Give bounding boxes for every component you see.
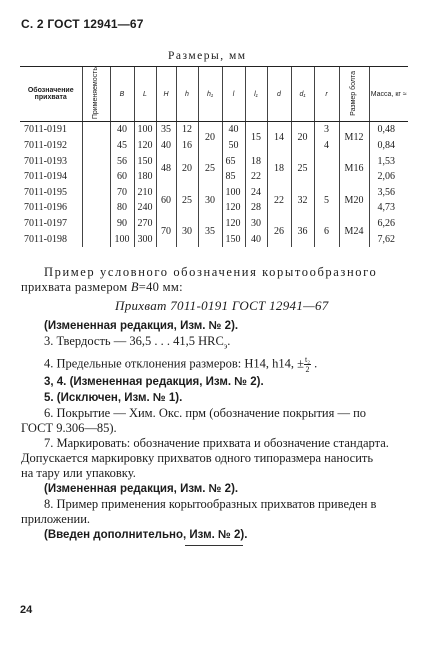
cell-h1: 30 — [198, 185, 222, 216]
note-item-7-line2: Допускается маркировку прихватов одного типоразмера наносить — [21, 451, 374, 465]
header-designation: Обозначение прихвата — [20, 67, 82, 122]
cell-designation: 7011-0192 — [24, 140, 67, 152]
note-introduced: (Введен дополнительно, Изм. № 2). — [44, 529, 248, 541]
cell-B: 60 — [110, 169, 134, 185]
cell-bolt: M20 — [339, 185, 369, 216]
cell-B: 45 — [110, 138, 134, 154]
cell-l: 85 — [222, 169, 245, 185]
cell-h: 12 — [176, 122, 198, 138]
header-l: l — [222, 67, 245, 122]
header-B: B — [110, 67, 134, 122]
separator-rule — [185, 545, 243, 546]
note-edit-2a: (Измененная редакция, Изм. № 2). — [44, 320, 239, 332]
note-item-8-line2: приложении. — [21, 512, 91, 526]
table-row — [20, 185, 408, 201]
cell-bolt: M12 — [339, 122, 369, 154]
cell-h: 30 — [176, 216, 198, 247]
table-header-row — [20, 67, 408, 122]
cell-designation: 7011-0195 — [24, 186, 67, 198]
cell-h: 20 — [176, 153, 198, 184]
cell-designation: 7011-0198 — [24, 233, 67, 245]
note-tolerance: 4. Предельные отклонения размеров: H14, h14, ± $\frac{\text{t₂}}{2}$ . — [44, 355, 318, 374]
cell-B: 56 — [110, 153, 134, 169]
cell-H: 70 — [156, 216, 176, 247]
cell-d: 14 — [267, 122, 291, 154]
cell-d1: 32 — [291, 185, 314, 216]
note-edit-2b: (Измененная редакция, Изм. № 2). — [44, 483, 239, 495]
cell-d: 26 — [267, 216, 291, 247]
cell-L: 120 — [134, 138, 156, 154]
dimensions-table — [20, 66, 408, 247]
cell-B: 80 — [110, 200, 134, 216]
cell-mass: 6,26 — [369, 216, 408, 232]
cell-l: 100 — [222, 185, 245, 201]
cell-mass: 7,62 — [369, 231, 408, 247]
note-item-7-line1: 7. Маркировать: обозначение прихвата и обозначение стандарта. — [44, 436, 389, 450]
note-item-6-line2: ГОСТ 9.306—85). — [21, 421, 117, 435]
cell-H: 60 — [156, 185, 176, 216]
cell-designation: 7011-0191 — [24, 124, 67, 136]
note-item-7-line3: на тару или упаковку. — [21, 466, 136, 480]
table-row — [20, 122, 408, 138]
table-row — [20, 216, 408, 232]
example-intro-line1: Пример условного обозначения корытообразного — [44, 265, 378, 279]
example-designation: Прихват 7011-0191 ГОСТ 12941—67 — [115, 298, 329, 313]
header-h1: h₁ — [198, 67, 222, 122]
table-caption: Размеры, мм — [168, 50, 247, 62]
cell-l1: 18 — [245, 153, 267, 169]
cell-H: 48 — [156, 153, 176, 184]
cell-B: 70 — [110, 185, 134, 201]
cell-designation: 7011-0193 — [24, 155, 67, 167]
cell-l: 120 — [222, 216, 245, 232]
cell-l1: 28 — [245, 200, 267, 216]
cell-l1: 24 — [245, 185, 267, 201]
cell-r: 5 — [314, 185, 339, 216]
cell-d1: 36 — [291, 216, 314, 247]
cell-d: 18 — [267, 153, 291, 184]
cell-bolt: M24 — [339, 216, 369, 247]
cell-d: 22 — [267, 185, 291, 216]
cell-l: 150 — [222, 231, 245, 247]
cell-r: 3 — [314, 122, 339, 138]
cell-L: 210 — [134, 185, 156, 201]
header-bolt: Размер болта — [339, 67, 369, 122]
cell-r: 4 — [314, 138, 339, 154]
cell-B: 40 — [110, 122, 134, 138]
header-h: h — [176, 67, 198, 122]
cell-B: 90 — [110, 216, 134, 232]
cell-h: 16 — [176, 138, 198, 154]
cell-l1: 22 — [245, 169, 267, 185]
cell-r — [314, 153, 339, 184]
cell-L: 150 — [134, 153, 156, 169]
cell-mass: 2,06 — [369, 169, 408, 185]
cell-bolt: M16 — [339, 153, 369, 184]
cell-L: 180 — [134, 169, 156, 185]
page-number: 24 — [20, 604, 33, 616]
header-r: r — [314, 67, 339, 122]
note-hardness: 3. Твердость — 36,5 . . . 41,5 $HRC_э$. — [44, 334, 231, 351]
header-H: H — [156, 67, 176, 122]
header-d1: d₁ — [291, 67, 314, 122]
cell-d1: 25 — [291, 153, 314, 184]
cell-h1: 25 — [198, 153, 222, 184]
cell-l: 50 — [222, 138, 245, 154]
cell-mass: 1,53 — [369, 153, 408, 169]
cell-L: 240 — [134, 200, 156, 216]
cell-mass: 4,73 — [369, 200, 408, 216]
cell-l1: 30 — [245, 216, 267, 232]
cell-d1: 20 — [291, 122, 314, 154]
header-applicability: Применяемость — [82, 67, 110, 122]
cell-L: 100 — [134, 122, 156, 138]
cell-l: 65 — [222, 153, 245, 169]
table-row — [20, 153, 408, 169]
cell-B: 100 — [110, 231, 134, 247]
cell-designation: 7011-0196 — [24, 202, 67, 214]
cell-H: 40 — [156, 138, 176, 154]
cell-mass: 0,84 — [369, 138, 408, 154]
cell-h: 25 — [176, 185, 198, 216]
cell-L: 300 — [134, 231, 156, 247]
cell-mass: 3,56 — [369, 185, 408, 201]
cell-l1: 40 — [245, 231, 267, 247]
cell-applicability — [82, 122, 110, 247]
cell-H: 35 — [156, 122, 176, 138]
cell-l: 120 — [222, 200, 245, 216]
header-L: L — [134, 67, 156, 122]
note-item-6-line1: 6. Покрытие — Хим. Окс. прм (обозначение покрытия — по — [44, 406, 367, 420]
page-header: С. 2 ГОСТ 12941—67 — [21, 17, 144, 31]
cell-l: 40 — [222, 122, 245, 138]
note-item-8-line1: 8. Пример применения корытообразных прихватов приведен в — [44, 497, 377, 511]
note-items-3-4: 3, 4. (Измененная редакция, Изм. № 2). — [44, 376, 264, 388]
cell-L: 270 — [134, 216, 156, 232]
cell-r: 6 — [314, 216, 339, 247]
cell-h1: 35 — [198, 216, 222, 247]
cell-l1: 15 — [245, 122, 267, 154]
example-intro-line2: прихвата размером B=40 мм: — [21, 280, 183, 294]
cell-mass: 0,48 — [369, 122, 408, 138]
header-l1: l₁ — [245, 67, 267, 122]
note-item-5: 5. (Исключен, Изм. № 1). — [44, 392, 183, 404]
cell-h1: 20 — [198, 122, 222, 154]
cell-designation: 7011-0194 — [24, 171, 67, 183]
cell-designation: 7011-0197 — [24, 218, 67, 230]
header-mass: Масса, кг ≈ — [369, 67, 408, 122]
header-d: d — [267, 67, 291, 122]
